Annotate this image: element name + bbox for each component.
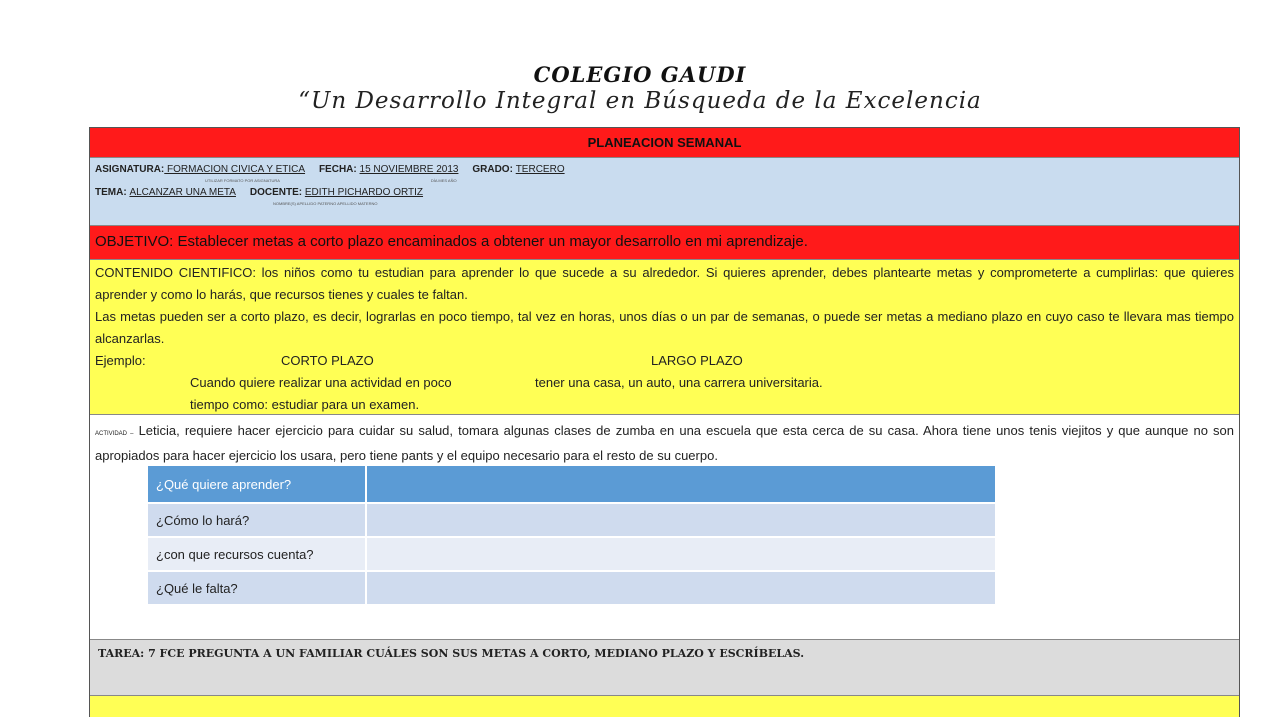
short-term-label: CORTO PLAZO [281, 353, 374, 368]
short-term-example-1: Cuando quiere realizar una actividad en poco [190, 375, 452, 390]
planning-sheet [89, 127, 1240, 717]
hint-date: DÍA MES AÑO [430, 178, 457, 183]
subject-line [95, 164, 1234, 175]
answer-cell[interactable] [366, 537, 996, 571]
table-row [147, 465, 996, 503]
subject-hints [95, 175, 1234, 187]
hint-names: NOMBRE(S) APELLIDO PATERNO APELLIDO MATERNO [273, 201, 378, 206]
school-name: COLEGIO GAUDI [533, 62, 747, 87]
scientific-content [90, 260, 1239, 415]
question-cell: ¿Cómo lo hará? [147, 503, 366, 537]
grado-label: GRADO: [472, 164, 513, 175]
questions-table [146, 464, 997, 606]
example-header-row [95, 350, 1234, 372]
question-cell: ¿Qué quiere aprender? [147, 465, 366, 503]
activity-text: Leticia, requiere hacer ejercicio para cuidar su salud, tomara algunas clases de zumba en una escuela que esta cerca de su casa. Ahora tiene unos tenis viejitos y que aunque no son apropiados para hacer ejercicio los usara, pero tiene pants y el equipo necesario para el resto de su cuerpo. [95, 423, 1234, 463]
table-row [147, 503, 996, 537]
docente-label: DOCENTE: [249, 187, 303, 198]
table-row [147, 537, 996, 571]
example-label: Ejemplo: [95, 353, 146, 368]
content-paragraph-2: Las metas pueden ser a corto plazo, es decir, lograrlas en poco tiempo, tal vez en horas, unos días o un par de semanas, o puede ser metas a mediano plazo en cuyo caso te llevara mas tiempo alcanzarlas. [95, 309, 1234, 346]
hint-format: UTILIZAR FORMATO POR ASIGNATURA [205, 178, 280, 183]
objective: OBJETIVO: Establecer metas a corto plazo encaminados a obtener un mayor desarrollo en mi aprendizaje. [90, 226, 1239, 260]
asignatura-label: ASIGNATURA: [95, 164, 165, 175]
fecha-value: 15 NOVIEMBRE 2013 [359, 164, 459, 175]
teacher-hints [95, 198, 1234, 210]
tema-label: TEMA: [95, 187, 127, 198]
answer-cell[interactable] [366, 503, 996, 537]
grado-value: TERCERO [515, 164, 565, 175]
content-paragraph-1: CONTENIDO CIENTIFICO: los niños como tu estudian para aprender lo que sucede a su alrededor. Si quieres aprender, debes plantearte metas y comprometerte a cumplirlas: que quieres aprender y como lo harás, que recursos tienes y cuales te faltan. [95, 265, 1234, 302]
example-row-2 [95, 394, 1234, 416]
table-row [147, 571, 996, 605]
fecha-label: FECHA: [318, 164, 357, 175]
tema-value: ALCANZAR UNA META [129, 187, 236, 198]
docente-value: EDITH PICHARDO ORTIZ [304, 187, 424, 198]
answer-cell[interactable] [366, 465, 996, 503]
long-term-example: tener una casa, un auto, una carrera universitaria. [535, 375, 823, 390]
footer-band [90, 696, 1239, 717]
sheet-title: PLANEACION SEMANAL [90, 128, 1239, 158]
short-term-example-2: tiempo como: estudiar para un examen. [190, 397, 420, 412]
question-cell: ¿Qué le falta? [147, 571, 366, 605]
homework: TAREA: 7 FCE PREGUNTA A UN FAMILIAR CUÁLES SON SUS METAS A CORTO, MEDIANO PLAZO Y ESCRÍBELAS. [90, 640, 1239, 696]
long-term-label: LARGO PLAZO [651, 353, 743, 368]
topic-line [95, 187, 1234, 198]
info-section [90, 158, 1239, 226]
school-motto: “Un Desarrollo Integral en Búsqueda de la Excelencia [298, 88, 982, 114]
asignatura-value: FORMACION CIVICA Y ETICA [164, 164, 306, 175]
example-row-1 [95, 372, 1234, 394]
question-cell: ¿con que recursos cuenta? [147, 537, 366, 571]
answer-cell[interactable] [366, 571, 996, 605]
activity-label: ACTIVIDAD – [95, 431, 134, 437]
